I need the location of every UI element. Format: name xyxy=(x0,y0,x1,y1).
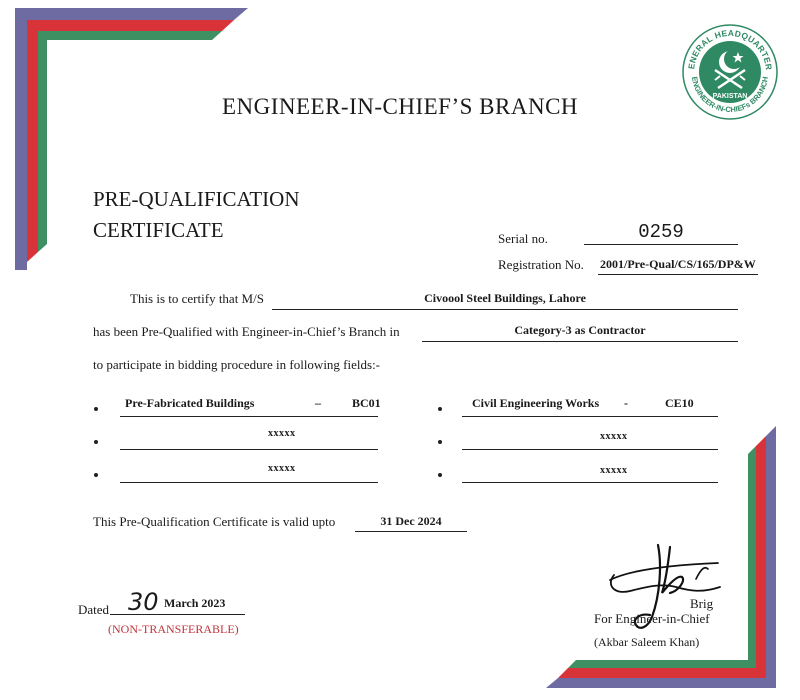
handwritten-signature xyxy=(600,535,740,645)
field-right-1-name: Civil Engineering Works xyxy=(472,396,600,410)
validity-underline xyxy=(355,531,467,532)
subtitle-line-1: PRE-QUALIFICATION xyxy=(93,187,300,211)
prequalified-statement: has been Pre-Qualified with Engineer-in-Chief’s Branch in xyxy=(93,324,400,339)
field-right-2-placeholder: xxxxx xyxy=(600,431,628,442)
serial-number: 0259 xyxy=(638,221,684,243)
firm-name: Civoool Steel Buildings, Lahore xyxy=(424,291,586,305)
field-left-1-underline xyxy=(120,416,378,417)
field-right-1-code: CE10 xyxy=(665,396,694,410)
certify-intro: This is to certify that M/S xyxy=(130,291,264,306)
registration-number: 2001/Pre-Qual/CS/165/DP&W xyxy=(600,257,756,271)
bullet-right-2 xyxy=(438,440,442,444)
validity-label: This Pre-Qualification Certificate is valid upto xyxy=(93,514,336,529)
registration-label: Registration No. xyxy=(498,257,584,272)
seal-top-text: ENERAL HEADQUARTER xyxy=(686,27,775,71)
subtitle-line-2: CERTIFICATE xyxy=(93,218,224,242)
serial-underline xyxy=(584,244,738,245)
bidding-statement: to participate in bidding procedure in following fields:- xyxy=(93,357,381,372)
dated-month-year: March 2023 xyxy=(164,596,226,610)
bullet-left-3 xyxy=(94,473,98,477)
bullet-left-2 xyxy=(94,440,98,444)
ghq-seal xyxy=(680,22,780,122)
field-left-1-name: Pre-Fabricated Buildings xyxy=(125,396,255,410)
bullet-right-3 xyxy=(438,473,442,477)
registration-underline xyxy=(598,274,758,275)
field-left-2-placeholder: xxxxx xyxy=(268,428,296,439)
field-right-1-underline xyxy=(462,416,718,417)
serial-label: Serial no. xyxy=(498,231,548,246)
field-right-3-underline xyxy=(462,482,718,483)
seal-bottom-text: ENGINEER-IN-CHIEFs BRANCH xyxy=(690,75,770,115)
field-left-1-dash: – xyxy=(315,396,321,410)
category-value: Category-3 as Contractor xyxy=(514,323,646,337)
bullet-left-1 xyxy=(94,407,98,411)
field-left-3-underline xyxy=(120,482,378,483)
field-left-1-code: BC01 xyxy=(352,396,381,410)
dated-label: Dated xyxy=(78,602,110,617)
dated-day-handwritten: 30 xyxy=(128,588,159,616)
seal-middle-text: PAKISTAN xyxy=(712,93,748,100)
firm-underline xyxy=(272,309,738,310)
field-left-3-placeholder: xxxxx xyxy=(268,463,296,474)
field-right-1-dash: - xyxy=(624,396,628,410)
dated-underline xyxy=(110,614,245,615)
field-right-2-underline xyxy=(462,449,718,450)
non-transferable-note: (NON-TRANSFERABLE) xyxy=(108,622,239,636)
signatory-for-line: For Engineer-in-Chief xyxy=(594,611,710,626)
validity-date: 31 Dec 2024 xyxy=(380,514,442,528)
field-right-3-placeholder: xxxxx xyxy=(600,465,628,476)
bullet-right-1 xyxy=(438,407,442,411)
signatory-name: (Akbar Saleem Khan) xyxy=(594,635,700,649)
certificate-title: ENGINEER-IN-CHIEF’S BRANCH xyxy=(221,94,579,119)
signatory-rank: Brig xyxy=(690,596,714,611)
category-underline xyxy=(422,341,738,342)
field-left-2-underline xyxy=(120,449,378,450)
